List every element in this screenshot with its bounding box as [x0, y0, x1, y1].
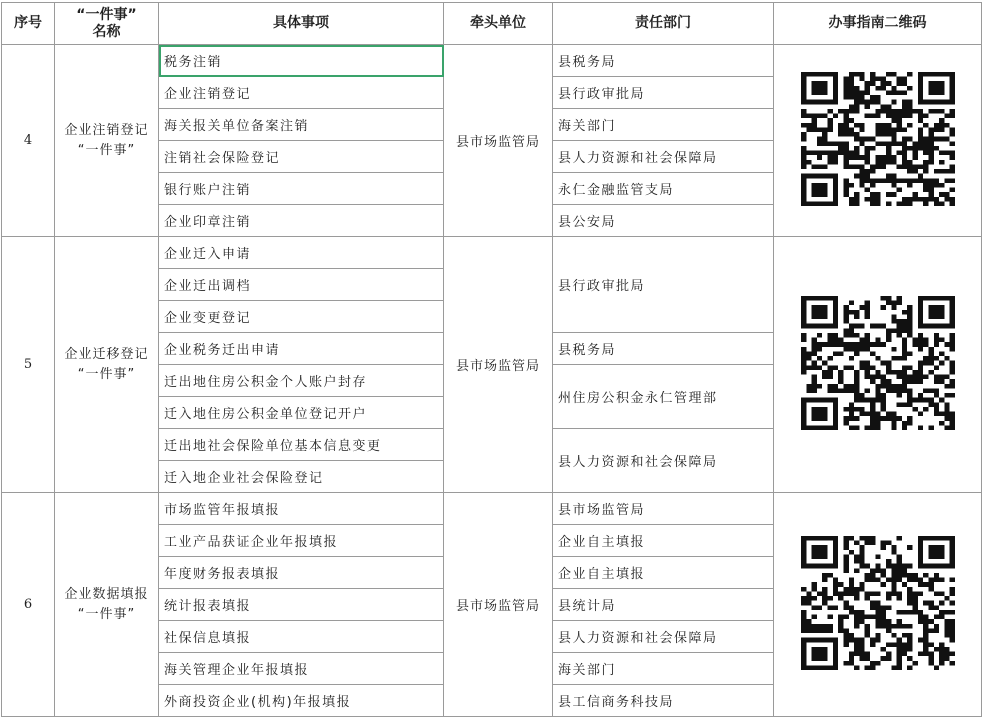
item-cell[interactable]: 外商投资企业(机构)年报填报 [159, 685, 444, 717]
dept-cell[interactable]: 县人力资源和社会保障局 [553, 141, 774, 173]
dept-cell[interactable]: 县统计局 [553, 589, 774, 621]
group-6-lead[interactable]: 县市场监管局 [444, 493, 553, 717]
item-cell[interactable]: 银行账户注销 [159, 173, 444, 205]
header-name-line2: 名称 [92, 23, 121, 40]
header-name [55, 3, 159, 45]
dept-cell[interactable]: 企业自主填报 [553, 557, 774, 589]
qr-code-icon [801, 72, 955, 206]
dept-cell[interactable]: 县公安局 [553, 205, 774, 237]
item-cell[interactable]: 迁入地住房公积金单位登记开户 [159, 397, 444, 429]
header-dept: 责任部门 [553, 3, 774, 45]
dept-cell[interactable]: 县工信商务科技局 [553, 685, 774, 717]
group-5-num: 5 [2, 237, 55, 493]
header-lead: 牵头单位 [444, 3, 553, 45]
dept-cell[interactable]: 海关部门 [553, 653, 774, 685]
item-cell[interactable]: 统计报表填报 [159, 589, 444, 621]
group-5-name [55, 237, 159, 493]
item-cell[interactable]: 工业产品获证企业年报填报 [159, 525, 444, 557]
group-5-name-line1: 企业迁移登记 [64, 346, 149, 362]
header-row [2, 3, 982, 45]
item-cell[interactable]: 迁出地住房公积金个人账户封存 [159, 365, 444, 397]
dept-cell[interactable]: 企业自主填报 [553, 525, 774, 557]
item-cell[interactable]: 社保信息填报 [159, 621, 444, 653]
item-cell[interactable]: 企业印章注销 [159, 205, 444, 237]
qr-code-cell [774, 45, 982, 237]
dept-cell[interactable]: 县市场监管局 [553, 493, 774, 525]
item-cell[interactable]: 企业迁入申请 [159, 237, 444, 269]
group-4-name-line2: “一件事” [77, 142, 136, 158]
group-4-name [55, 45, 159, 237]
group-6-num: 6 [2, 493, 55, 717]
item-cell[interactable]: 海关管理企业年报填报 [159, 653, 444, 685]
group-6-name-line1: 企业数据填报 [64, 586, 149, 602]
header-qr: 办事指南二维码 [774, 3, 982, 45]
qr-code-cell [774, 237, 982, 493]
table-row [2, 493, 982, 525]
qr-code-cell [774, 493, 982, 717]
item-cell[interactable]: 企业迁出调档 [159, 269, 444, 301]
qr-code-icon [801, 296, 955, 430]
group-4-name-line1: 企业注销登记 [64, 122, 149, 138]
group-4-num: 4 [2, 45, 55, 237]
item-cell[interactable]: 企业税务迁出申请 [159, 333, 444, 365]
group-5-name-line2: “一件事” [77, 366, 136, 382]
header-num: 序号 [2, 3, 55, 45]
dept-cell[interactable]: 县税务局 [553, 333, 774, 365]
group-6-name [55, 493, 159, 717]
dept-cell[interactable]: 县行政审批局 [553, 237, 774, 333]
item-cell[interactable]: 海关报关单位备案注销 [159, 109, 444, 141]
matters-table [1, 2, 982, 717]
item-cell[interactable]: 税务注销 [159, 45, 444, 77]
item-cell[interactable]: 年度财务报表填报 [159, 557, 444, 589]
table-row [2, 45, 982, 77]
table-row [2, 237, 982, 269]
item-cell[interactable]: 市场监管年报填报 [159, 493, 444, 525]
group-5-lead[interactable]: 县市场监管局 [444, 237, 553, 493]
group-4-lead[interactable]: 县市场监管局 [444, 45, 553, 237]
dept-cell[interactable]: 县税务局 [553, 45, 774, 77]
item-cell[interactable]: 迁出地社会保险单位基本信息变更 [159, 429, 444, 461]
header-item: 具体事项 [159, 3, 444, 45]
header-name-line1: “一件事” [76, 6, 137, 23]
item-cell[interactable]: 企业变更登记 [159, 301, 444, 333]
item-cell[interactable]: 注销社会保险登记 [159, 141, 444, 173]
dept-cell[interactable]: 县人力资源和社会保障局 [553, 621, 774, 653]
dept-cell[interactable]: 县人力资源和社会保障局 [553, 429, 774, 493]
dept-cell[interactable]: 州住房公积金永仁管理部 [553, 365, 774, 429]
item-cell[interactable]: 企业注销登记 [159, 77, 444, 109]
dept-cell[interactable]: 县行政审批局 [553, 77, 774, 109]
dept-cell[interactable]: 海关部门 [553, 109, 774, 141]
qr-code-icon [801, 536, 955, 670]
dept-cell[interactable]: 永仁金融监管支局 [553, 173, 774, 205]
item-cell[interactable]: 迁入地企业社会保险登记 [159, 461, 444, 493]
group-6-name-line2: “一件事” [77, 606, 136, 622]
